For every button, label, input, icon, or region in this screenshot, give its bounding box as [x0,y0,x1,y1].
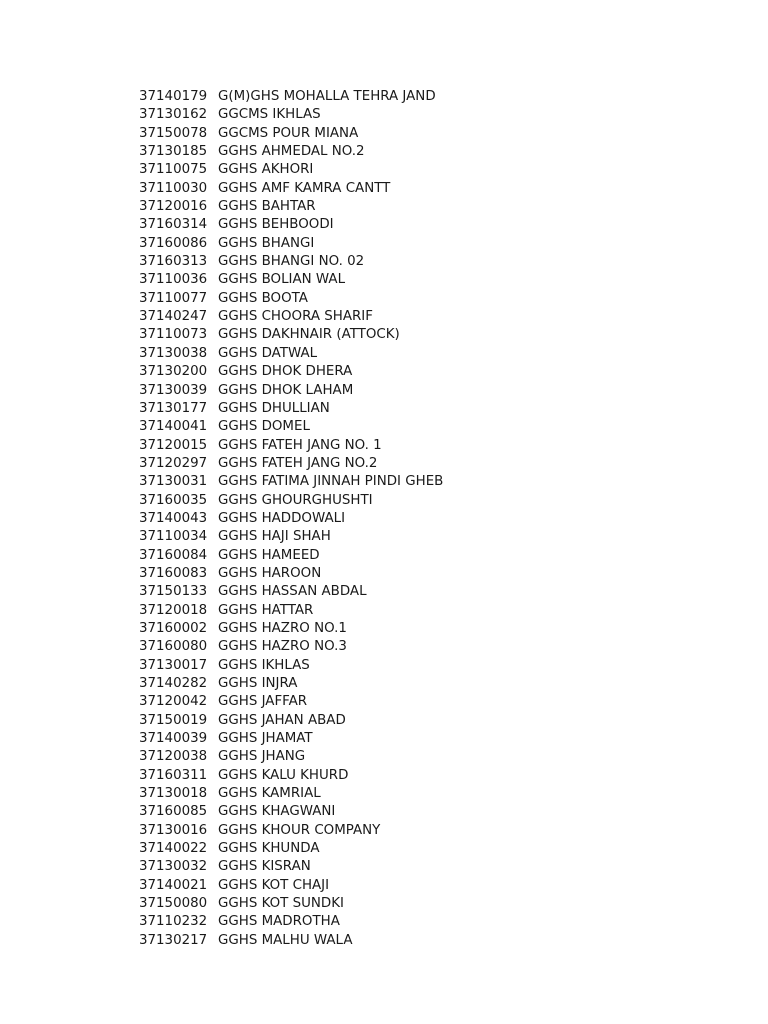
school-code: 37140041 [139,419,208,435]
list-item [139,198,443,216]
school-name: GGHS MALHU WALA [218,932,353,948]
school-name: GGHS HAMEED [218,547,320,563]
list-item [139,418,443,436]
school-code: 37140282 [139,676,208,691]
list-item [139,437,443,455]
school-name: GGHS CHOORA SHARIF [218,309,373,325]
school-code: 37160314 [139,217,208,233]
list-item [139,528,443,546]
list-item [139,565,443,583]
school-name: GGHS DHULLIAN [218,400,330,416]
list-item [139,767,443,785]
list-item [139,932,443,950]
list-item [139,895,443,913]
school-name: GGHS MADROTHA [218,914,340,930]
school-code: 37120042 [139,694,208,710]
school-name: GGHS KHAGWANI [218,804,336,820]
school-name: GGHS HAZRO NO.3 [218,639,347,655]
list-item [139,822,443,840]
school-name: GGHS DHOK DHERA [218,364,353,380]
list-item [139,125,443,143]
school-code: 37130018 [139,786,208,802]
list-item [139,877,443,895]
list-item [139,602,443,620]
school-name: GGHS HATTAR [218,602,314,618]
school-code: 37150080 [139,896,208,912]
school-name: GGHS DATWAL [218,345,318,361]
list-item [139,455,443,473]
school-code: 37160083 [139,565,208,581]
school-code: 37130177 [139,400,208,416]
list-item [139,712,443,730]
school-code: 37160313 [139,254,208,270]
school-name: GGHS BEHBOODI [218,217,334,233]
school-code: 37110232 [139,914,208,930]
school-name: GGHS KOT CHAJI [218,877,330,893]
school-name: GGCMS IKHLAS [218,107,321,123]
school-name: GGHS JAFFAR [218,694,308,710]
school-code: 37160311 [139,767,208,783]
school-name: GGHS DOMEL [218,419,310,435]
school-name: GGHS DAKHNAIR (ATTOCK) [218,327,400,343]
school-code: 37130031 [139,474,208,490]
list-item [139,363,443,381]
school-code: 37140179 [139,89,208,104]
school-name: GGHS FATEH JANG NO. 1 [218,437,382,453]
school-name: GGHS KOT SUNDKI [218,896,344,912]
school-code: 37130039 [139,382,208,398]
school-code: 37130162 [139,107,208,123]
school-code: 37130016 [139,822,208,838]
list-item [139,785,443,803]
school-code: 37110034 [139,529,208,545]
school-list [139,88,443,950]
school-code: 37160086 [139,235,208,251]
list-item [139,675,443,693]
list-item [139,106,443,124]
school-name: G(M)GHS MOHALLA TEHRA JAND [218,89,436,104]
school-name: GGHS KALU KHURD [218,767,349,783]
school-code: 37130017 [139,657,208,673]
school-code: 37140022 [139,841,208,857]
list-item [139,638,443,656]
school-name: GGHS DHOK LAHAM [218,382,354,398]
school-code: 37140043 [139,510,208,526]
list-item [139,382,443,400]
list-item [139,730,443,748]
school-code: 37160084 [139,547,208,563]
school-code: 37150133 [139,584,208,600]
list-item [139,88,443,106]
school-code: 37150078 [139,125,208,141]
school-code: 37140247 [139,309,208,325]
school-name: GGHS JHAMAT [218,731,313,747]
school-code: 37120016 [139,199,208,215]
school-code: 37110036 [139,272,208,288]
school-name: GGHS BOLIAN WAL [218,272,346,288]
school-code: 37120297 [139,455,208,471]
school-code: 37160035 [139,492,208,508]
school-name: GGHS BOOTA [218,290,308,306]
school-code: 37150019 [139,712,208,728]
school-code: 37110030 [139,180,208,196]
school-name: GGHS IKHLAS [218,657,310,673]
list-item [139,326,443,344]
list-item [139,290,443,308]
list-item [139,858,443,876]
list-item [139,748,443,766]
school-name: GGHS HAZRO NO.1 [218,620,347,636]
school-name: GGCMS POUR MIANA [218,125,359,141]
list-item [139,308,443,326]
school-name: GGHS KHUNDA [218,841,320,857]
school-name: GGHS FATEH JANG NO.2 [218,455,378,471]
list-item [139,620,443,638]
school-name: GGHS FATIMA JINNAH PINDI GHEB [218,474,444,490]
school-name: GGHS KAMRIAL [218,786,321,802]
list-item [139,143,443,161]
school-name: GGHS KHOUR COMPANY [218,822,381,838]
list-item [139,161,443,179]
school-name: GGHS BAHTAR [218,199,316,215]
list-item [139,180,443,198]
school-code: 37130038 [139,345,208,361]
list-item [139,345,443,363]
school-name: GGHS BHANGI [218,235,315,251]
school-name: GGHS JAHAN ABAD [218,712,346,728]
list-item [139,510,443,528]
list-item [139,253,443,271]
school-code: 37160085 [139,804,208,820]
list-item [139,583,443,601]
school-code: 37130185 [139,144,208,160]
school-name: GGHS AKHORI [218,162,314,178]
school-code: 37130217 [139,932,208,948]
school-code: 37130032 [139,859,208,875]
list-item [139,803,443,821]
school-code: 37120015 [139,437,208,453]
school-name: GGHS JHANG [218,749,306,765]
list-item [139,547,443,565]
list-item [139,913,443,931]
school-name: GGHS HAJI SHAH [218,529,331,545]
school-name: GGHS HASSAN ABDAL [218,584,367,600]
school-name: GGHS HADDOWALI [218,510,346,526]
list-item [139,271,443,289]
list-item [139,216,443,234]
list-item [139,840,443,858]
school-name: GGHS AHMEDAL NO.2 [218,144,365,160]
school-code: 37140021 [139,877,208,893]
school-code: 37160002 [139,620,208,636]
school-name: GGHS KISRAN [218,859,311,875]
school-code: 37140039 [139,731,208,747]
list-item [139,492,443,510]
school-code: 37110077 [139,290,208,306]
school-code: 37130200 [139,364,208,380]
list-item [139,693,443,711]
school-code: 37120018 [139,602,208,618]
list-item [139,657,443,675]
school-code: 37110075 [139,162,208,178]
list-item [139,473,443,491]
school-code: 37110073 [139,327,208,343]
school-name: GGHS INJRA [218,676,298,691]
school-name: GGHS GHOURGHUSHTI [218,492,373,508]
school-name: GGHS HAROON [218,565,322,581]
school-name: GGHS BHANGI NO. 02 [218,254,365,270]
school-name: GGHS AMF KAMRA CANTT [218,180,391,196]
list-item [139,400,443,418]
school-code: 37160080 [139,639,208,655]
list-item [139,235,443,253]
school-code: 37120038 [139,749,208,765]
